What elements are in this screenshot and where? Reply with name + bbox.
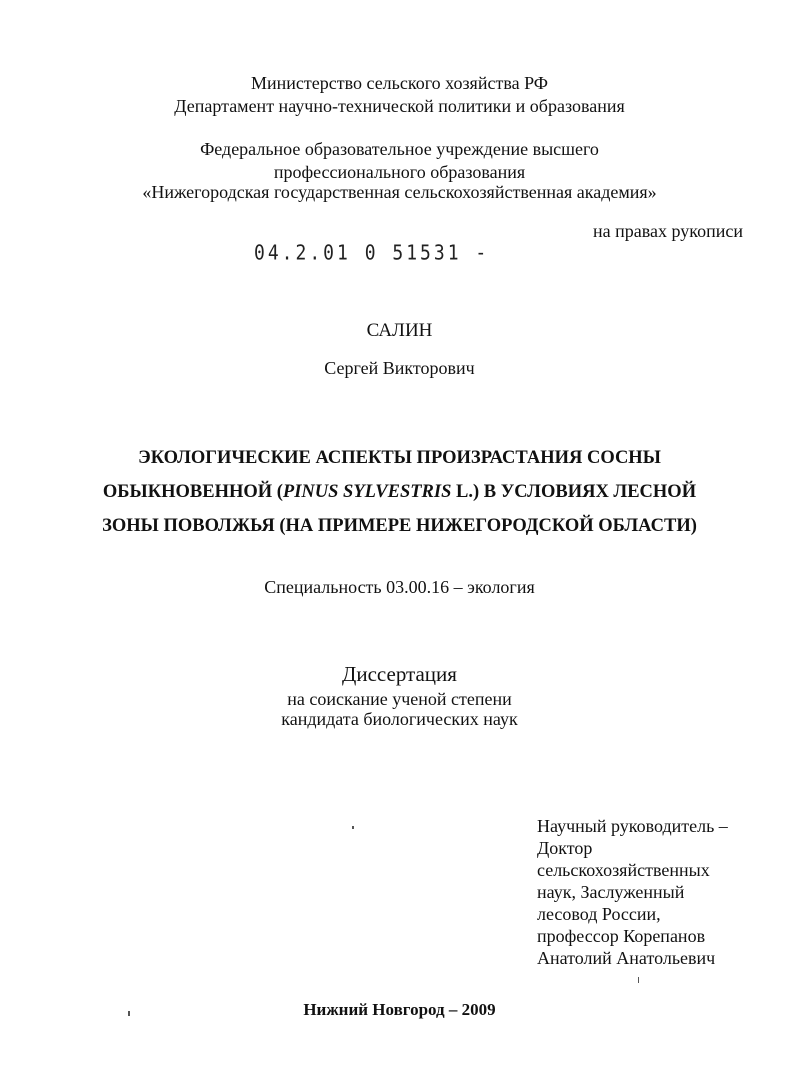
supervisor-line: сельскохозяйственных	[537, 860, 710, 880]
author-surname: САЛИН	[366, 320, 433, 341]
supervisor-line: Анатолий Анатольевич	[537, 948, 716, 968]
department-name: Департамент научно-технической политики и образования	[174, 96, 625, 116]
scan-speck	[352, 826, 354, 829]
manuscript-note: на правах рукописи	[593, 221, 743, 241]
specialty: Специальность 03.00.16 – экология	[264, 577, 535, 597]
ministry-name: Министерство сельского хозяйства РФ	[251, 73, 548, 93]
supervisor-line: наук, Заслуженный	[537, 882, 685, 902]
degree-line-2: кандидата биологических наук	[281, 709, 518, 729]
supervisor-line: профессор Корепанов	[537, 926, 706, 946]
title-line-2-start: ОБЫКНОВЕННОЙ (	[102, 482, 283, 502]
scan-speck	[128, 1011, 130, 1016]
city-year: Нижний Новгород – 2009	[303, 1000, 496, 1019]
supervisor-line: Научный руководитель –	[537, 816, 728, 836]
dissertation-title	[0, 441, 799, 543]
degree-line-1: на соискание ученой степени	[287, 689, 512, 709]
scan-speck	[638, 977, 639, 983]
institution-line-1: Федеральное образовательное учреждение высшего	[200, 139, 599, 159]
title-line-2	[0, 475, 799, 509]
institution-line-3: «Нижегородская государственная сельскохозяйственная академия»	[142, 182, 657, 202]
institution-line-2: профессионального образования	[273, 162, 526, 182]
supervisor-block	[537, 815, 728, 969]
registration-stamp: 04.2.01 0 51531 -	[254, 241, 490, 266]
title-line-3: ЗОНЫ ПОВОЛЖЬЯ (НА ПРИМЕРЕ НИЖЕГОРОДСКОЙ ОБЛАСТИ)	[102, 516, 697, 536]
author-name: Сергей Викторович	[324, 358, 475, 378]
dissertation-label: Диссертация	[342, 662, 457, 686]
supervisor-line: Доктор	[537, 838, 593, 858]
title-latin-name: PINUS SYLVESTRIS	[282, 482, 452, 502]
title-line-1: ЭКОЛОГИЧЕСКИЕ АСПЕКТЫ ПРОИЗРАСТАНИЯ СОСНЫ	[138, 448, 661, 468]
title-line-2-end: L.) В УСЛОВИЯХ ЛЕСНОЙ	[451, 482, 697, 502]
supervisor-line: лесовод России,	[537, 904, 661, 924]
